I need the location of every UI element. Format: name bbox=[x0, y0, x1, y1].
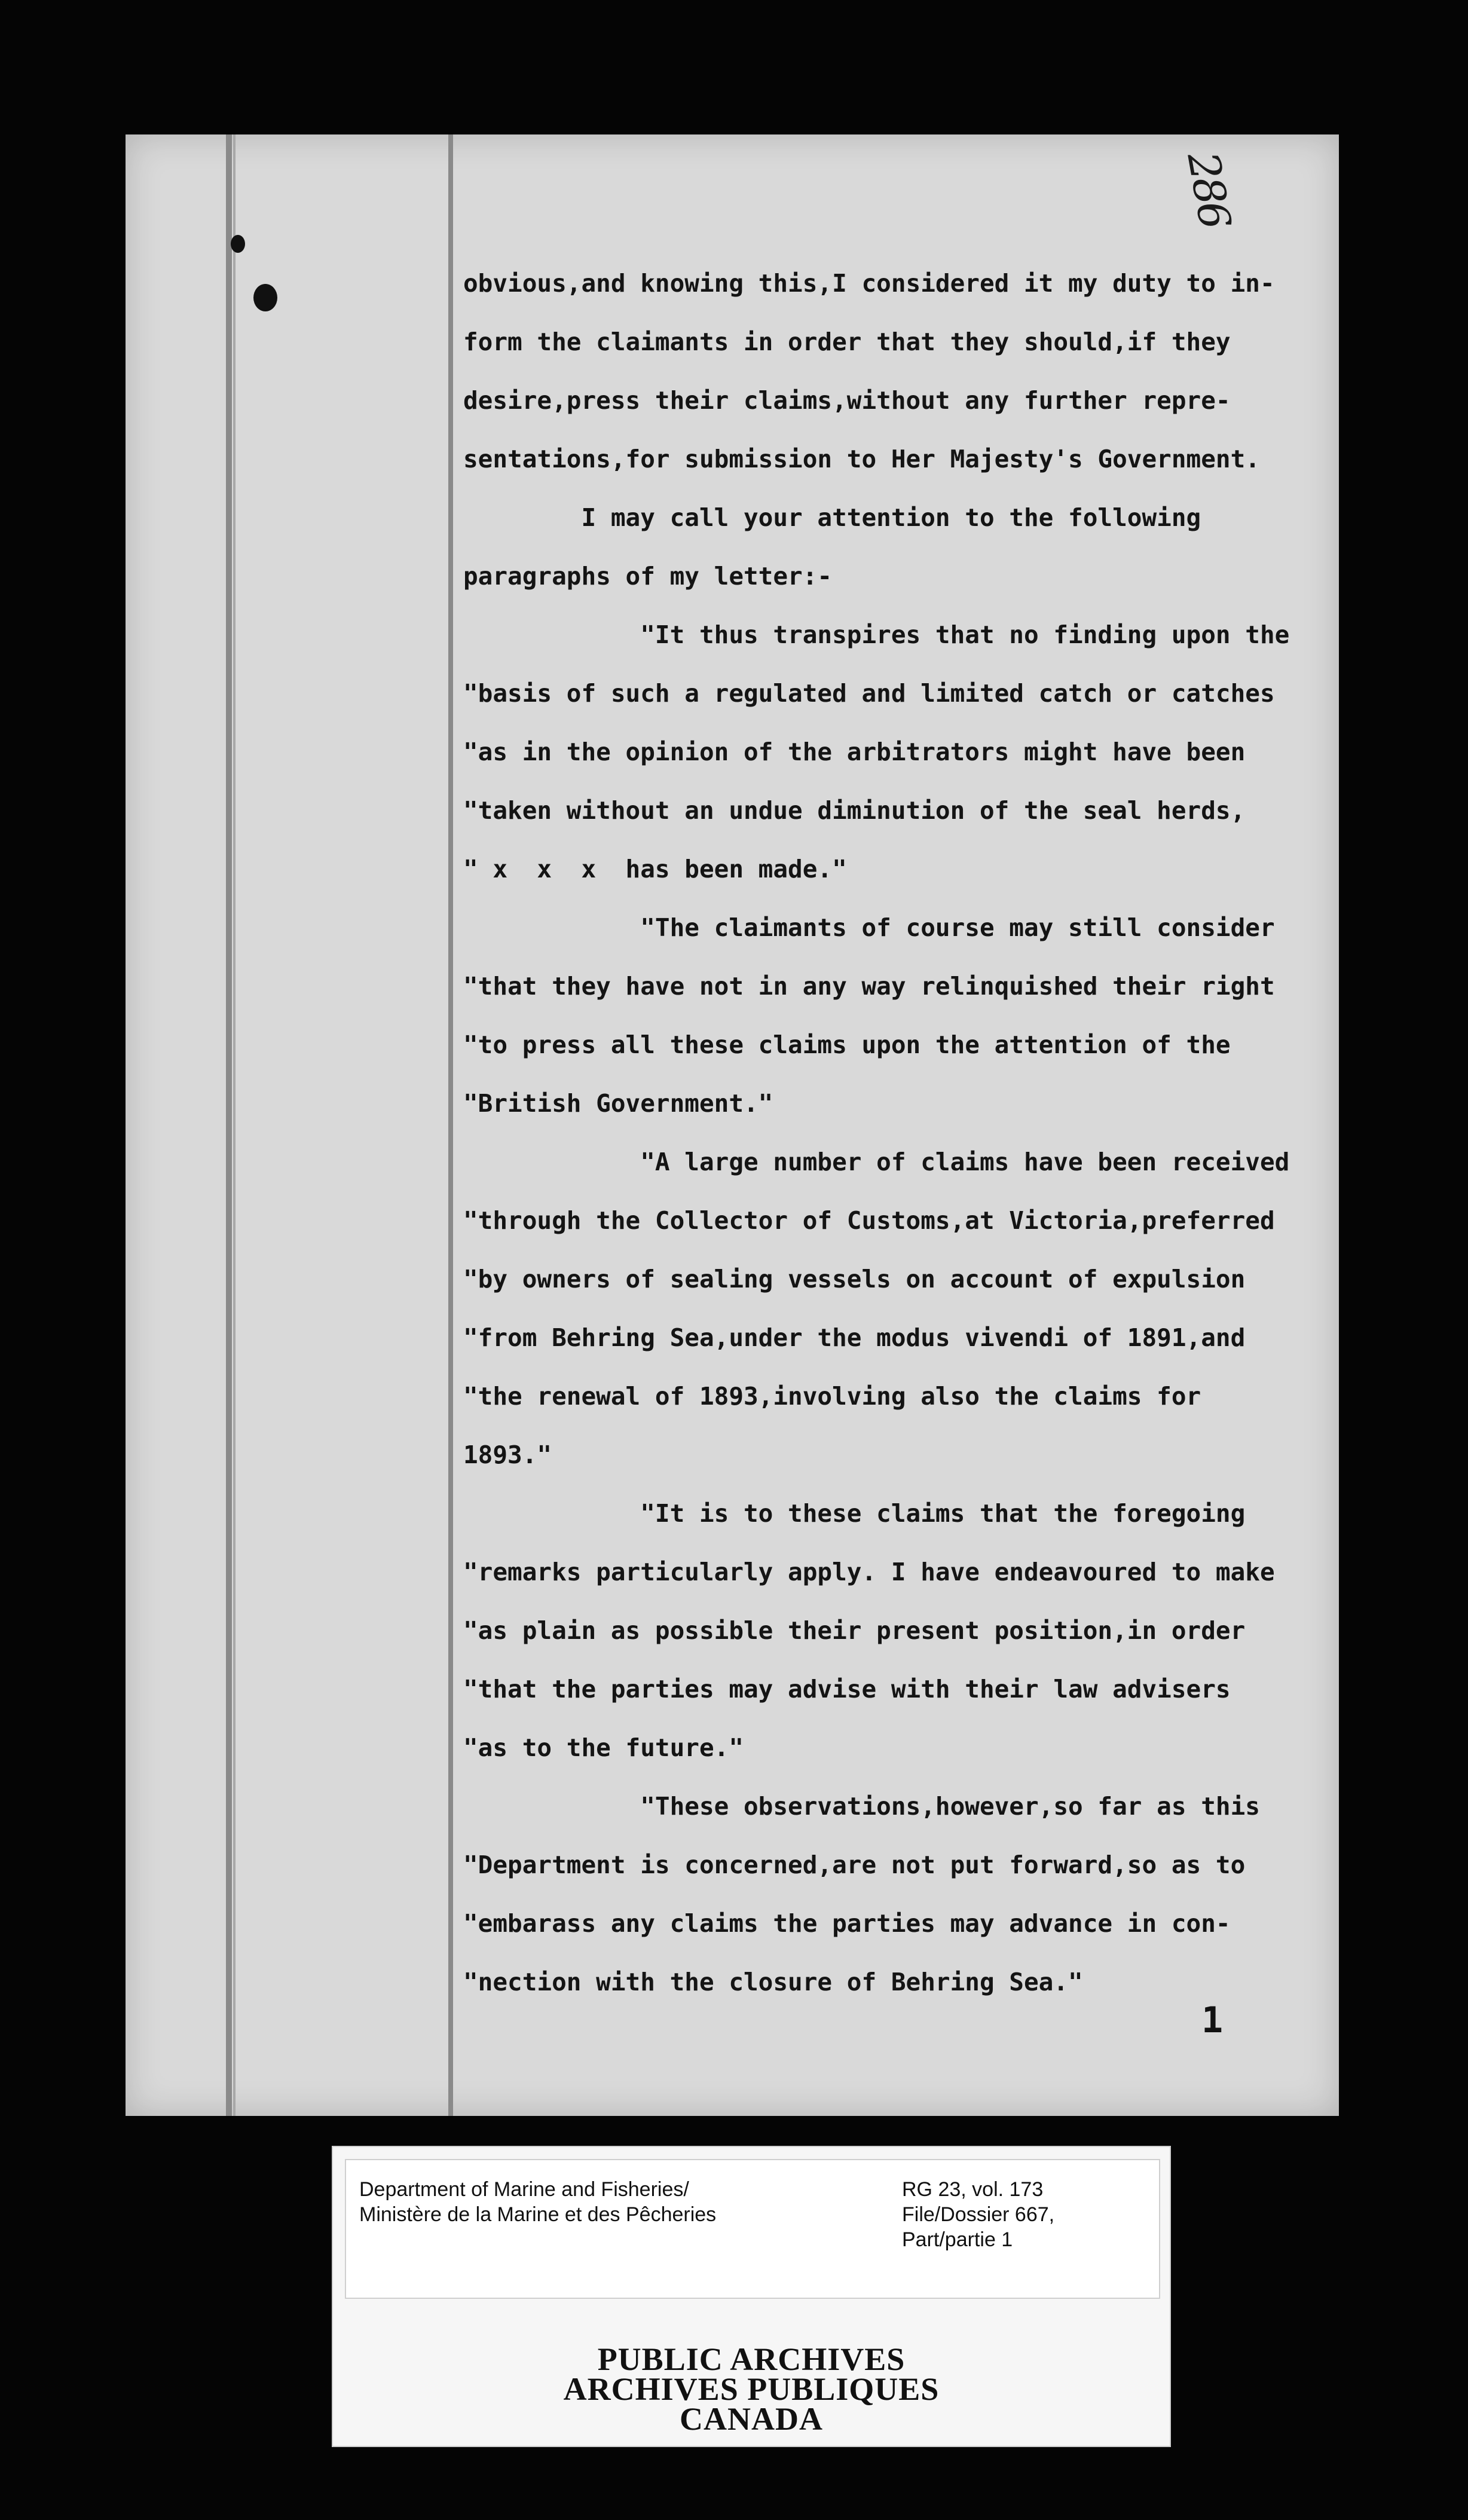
letter-line: paragraphs of my letter:- bbox=[463, 562, 833, 591]
signature-mark: 1 bbox=[1201, 1999, 1224, 2041]
letter-line: "taken without an undue diminution of the seal herds, bbox=[463, 796, 1246, 825]
archive-reference-slip bbox=[345, 2159, 1160, 2299]
letter-line: desire,press their claims,without any further repre- bbox=[463, 386, 1231, 415]
archive-label-card bbox=[332, 2146, 1171, 2447]
letter-line: "as plain as possible their present position,in order bbox=[463, 1616, 1246, 1645]
letter-line: "embarass any claims the parties may advance in con- bbox=[463, 1909, 1231, 1938]
stamp-line-3: CANADA bbox=[680, 2401, 823, 2437]
ref-volume: RG 23, vol. 173 bbox=[902, 2178, 1044, 2201]
ref-part: Part/partie 1 bbox=[902, 2228, 1013, 2251]
letter-line: "that the parties may advise with their law advisers bbox=[463, 1675, 1231, 1704]
margin-rule-left bbox=[226, 134, 232, 2116]
department-en: Department of Marine and Fisheries/ bbox=[359, 2178, 689, 2201]
letter-line: "The claimants of course may still consider bbox=[463, 913, 1275, 942]
letter-line: "to press all these claims upon the attention of the bbox=[463, 1030, 1231, 1059]
letter-line: "It is to these claims that the foregoing bbox=[463, 1499, 1246, 1528]
letter-line: obvious,and knowing this,I considered it my duty to in- bbox=[463, 269, 1275, 298]
letter-line: "It thus transpires that no finding upon the bbox=[463, 620, 1290, 649]
letter-line: "through the Collector of Customs,at Victoria,preferred bbox=[463, 1206, 1275, 1235]
letter-line: "remarks particularly apply. I have endeavoured to make bbox=[463, 1558, 1275, 1586]
letter-line: form the claimants in order that they should,if they bbox=[463, 328, 1231, 356]
archive-reference bbox=[902, 2177, 1054, 2252]
letter-line: "nection with the closure of Behring Sea." bbox=[463, 1968, 1083, 1996]
letter-line: "A large number of claims have been received bbox=[463, 1148, 1290, 1176]
letter-line: "British Government." bbox=[463, 1089, 773, 1118]
department-fr: Ministère de la Marine et des Pêcheries bbox=[359, 2203, 717, 2226]
margin-rule-inner bbox=[233, 134, 236, 2116]
department-names bbox=[359, 2177, 716, 2227]
punch-hole-upper bbox=[231, 235, 245, 253]
letter-line: sentations,for submission to Her Majesty's Government. bbox=[463, 445, 1260, 473]
letter-line: I may call your attention to the following bbox=[463, 503, 1201, 532]
letter-line: "the renewal of 1893,involving also the claims for bbox=[463, 1382, 1201, 1411]
ref-file: File/Dossier 667, bbox=[902, 2203, 1055, 2226]
letter-body bbox=[463, 254, 1336, 2011]
letter-line: 1893." bbox=[463, 1441, 552, 1469]
stamp-line-2: ARCHIVES PUBLIQUES bbox=[563, 2371, 940, 2407]
margin-rule-text bbox=[448, 134, 453, 2116]
letter-line: "from Behring Sea,under the modus vivendi of 1891,and bbox=[463, 1323, 1246, 1352]
letter-line: "These observations,however,so far as this bbox=[463, 1792, 1260, 1821]
letter-line: "that they have not in any way relinquished their right bbox=[463, 972, 1275, 1001]
page-number: 286 bbox=[1178, 148, 1240, 231]
letter-line: "as in the opinion of the arbitrators might have been bbox=[463, 738, 1246, 766]
letter-line: "as to the future." bbox=[463, 1733, 744, 1762]
archives-stamp bbox=[333, 2341, 1170, 2437]
document-page bbox=[126, 134, 1339, 2116]
letter-line: "Department is concerned,are not put forward,so as to bbox=[463, 1851, 1246, 1879]
punch-hole-lower bbox=[253, 284, 277, 311]
letter-line: " x x x has been made." bbox=[463, 855, 847, 883]
letter-line: "by owners of sealing vessels on account of expulsion bbox=[463, 1265, 1246, 1293]
letter-line: "basis of such a regulated and limited catch or catches bbox=[463, 679, 1275, 708]
stamp-line-1: PUBLIC ARCHIVES bbox=[597, 2341, 906, 2377]
